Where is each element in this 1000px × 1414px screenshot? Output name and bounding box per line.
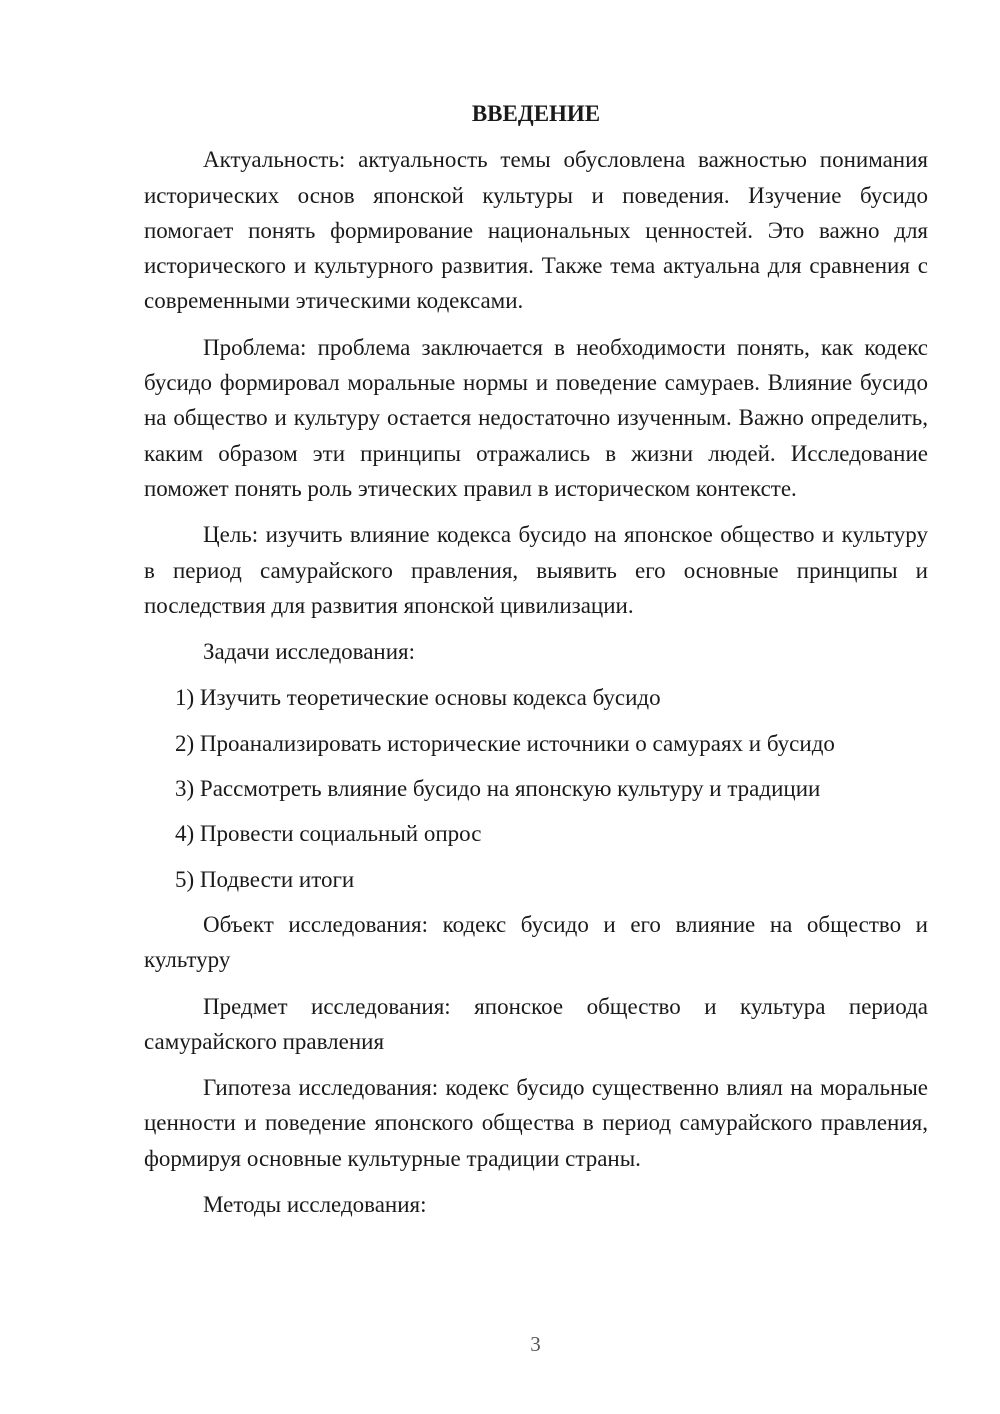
page-number: 3 — [530, 1332, 541, 1356]
tasks-list — [144, 680, 928, 896]
list-item: 5) Подвести итоги — [175, 866, 355, 892]
list-item: 3) Рассмотреть влияние бусидо на японскую культуру и традиции — [175, 776, 821, 802]
hypothesis-paragraph: Гипотеза исследования: кодекс бусидо существенно влиял на моральные ценности и поведение японского общества в период самурайского правления, формируя основные культурные традиции страны. — [144, 1075, 928, 1171]
relevance-paragraph: Актуальность: актуальность темы обусловлена важностью понимания исторических основ японской культуры и поведения. Изучение бусидо помогает понять формирование национальных ценностей. Это важно для исторического и культурного развития. Также тема актуальна для сравнения с современными этическими кодексами. — [144, 147, 928, 314]
list-item: 2) Проанализировать исторические источники о самураях и бусидо — [175, 730, 835, 756]
section-heading: ВВЕДЕНИЕ — [471, 101, 601, 126]
goal-paragraph: Цель: изучить влияние кодекса бусидо на японское общество и культуру в период самурайского правления, выявить его основные принципы и последствия для развития японской цивилизации. — [144, 522, 928, 618]
document-page — [144, 96, 928, 1233]
problem-paragraph: Проблема: проблема заключается в необходимости понять, как кодекс бусидо формировал моральные нормы и поведение самураев. Влияние бусидо на общество и культуру остается недостаточно изученным. Важно определить, каким образом эти принципы отражались в жизни людей. Исследование поможет понять роль этических правил в историческом контексте. — [144, 334, 928, 501]
methods-heading: Методы исследования: — [203, 1192, 427, 1218]
tasks-heading: Задачи исследования: — [203, 639, 416, 665]
list-item: 1) Изучить теоретические основы кодекса бусидо — [175, 685, 661, 711]
subject-paragraph: Предмет исследования: японское общество и культура периода самурайского правления — [144, 993, 928, 1054]
object-paragraph: Объект исследования: кодекс бусидо и его влияние на общество и культуру — [144, 911, 928, 973]
list-item: 4) Провести социальный опрос — [175, 821, 482, 847]
